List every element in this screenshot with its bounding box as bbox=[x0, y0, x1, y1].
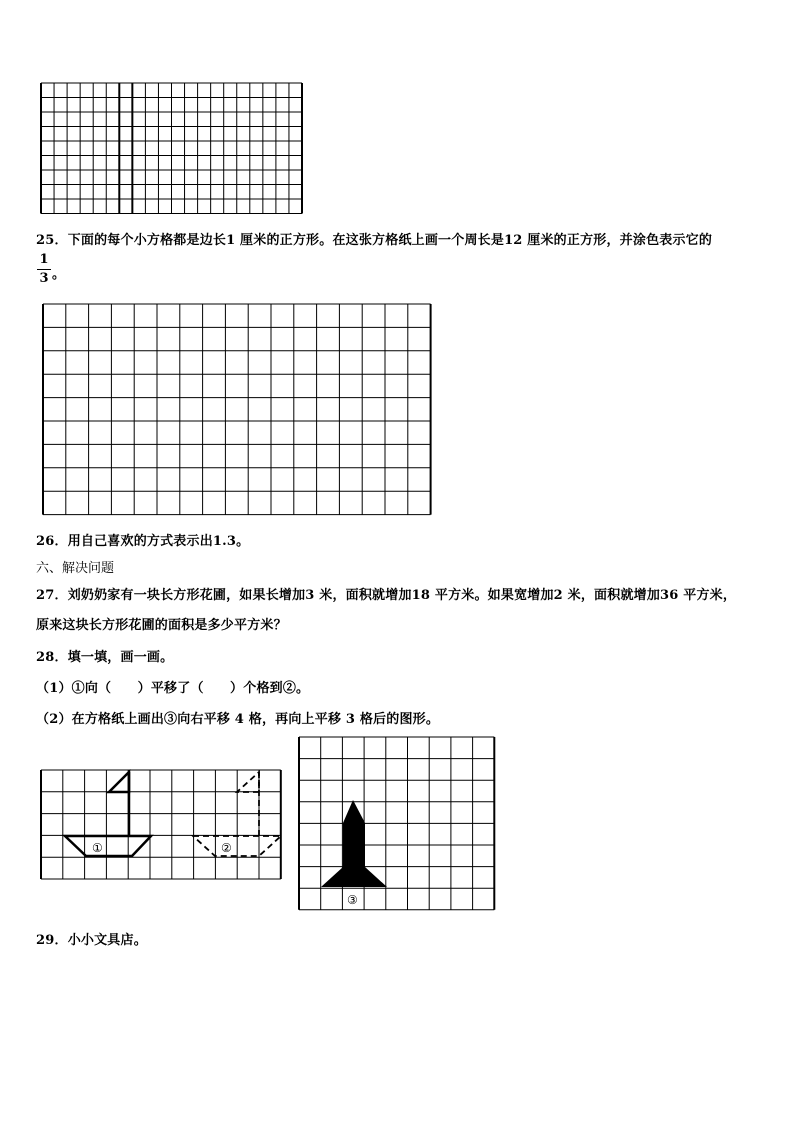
top-grid bbox=[41, 83, 303, 215]
question-27-line1: 27．刘奶奶家有一块长方形花圃，如果长增加3 米，面积就增加18 平方米。如果宽增加2 米，面积就增加36 平方米， bbox=[36, 588, 737, 603]
boat-label-2: ② bbox=[221, 841, 232, 855]
fraction-denominator: 3 bbox=[39, 271, 49, 286]
question-27-line2: 原来这块长方形花圃的面积是多少平方米？ bbox=[36, 618, 287, 633]
boat-label-1: ① bbox=[92, 841, 103, 855]
q25-grid bbox=[43, 304, 431, 516]
rocket-label-3: ③ bbox=[347, 893, 358, 907]
question-28-sub1: （1）①向（ ）平移了（ ）个格到②。 bbox=[36, 681, 310, 696]
rocket-grid bbox=[299, 737, 495, 911]
question-25-tail: 。 bbox=[52, 267, 66, 282]
rocket-shape-3 bbox=[321, 800, 387, 887]
question-29: 29．小小文具店。 bbox=[36, 933, 147, 948]
section-title: 六、解决问题 bbox=[36, 561, 115, 576]
question-26: 26．用自己喜欢的方式表示出1.3。 bbox=[36, 534, 250, 549]
question-25: 25．下面的每个小方格都是边长1 厘米的正方形。在这张方格纸上画一个周长是12 厘米的正方形，并涂色表示它的 bbox=[36, 233, 713, 248]
question-28-sub2: （2）在方格纸上画出③向右平移 4 格，再向上平移 3 格后的图形。 bbox=[36, 712, 440, 727]
fraction-one-third bbox=[36, 253, 52, 286]
fraction-numerator: 1 bbox=[39, 252, 49, 267]
boat-grid bbox=[41, 770, 281, 880]
question-28: 28．填一填，画一画。 bbox=[36, 650, 174, 665]
